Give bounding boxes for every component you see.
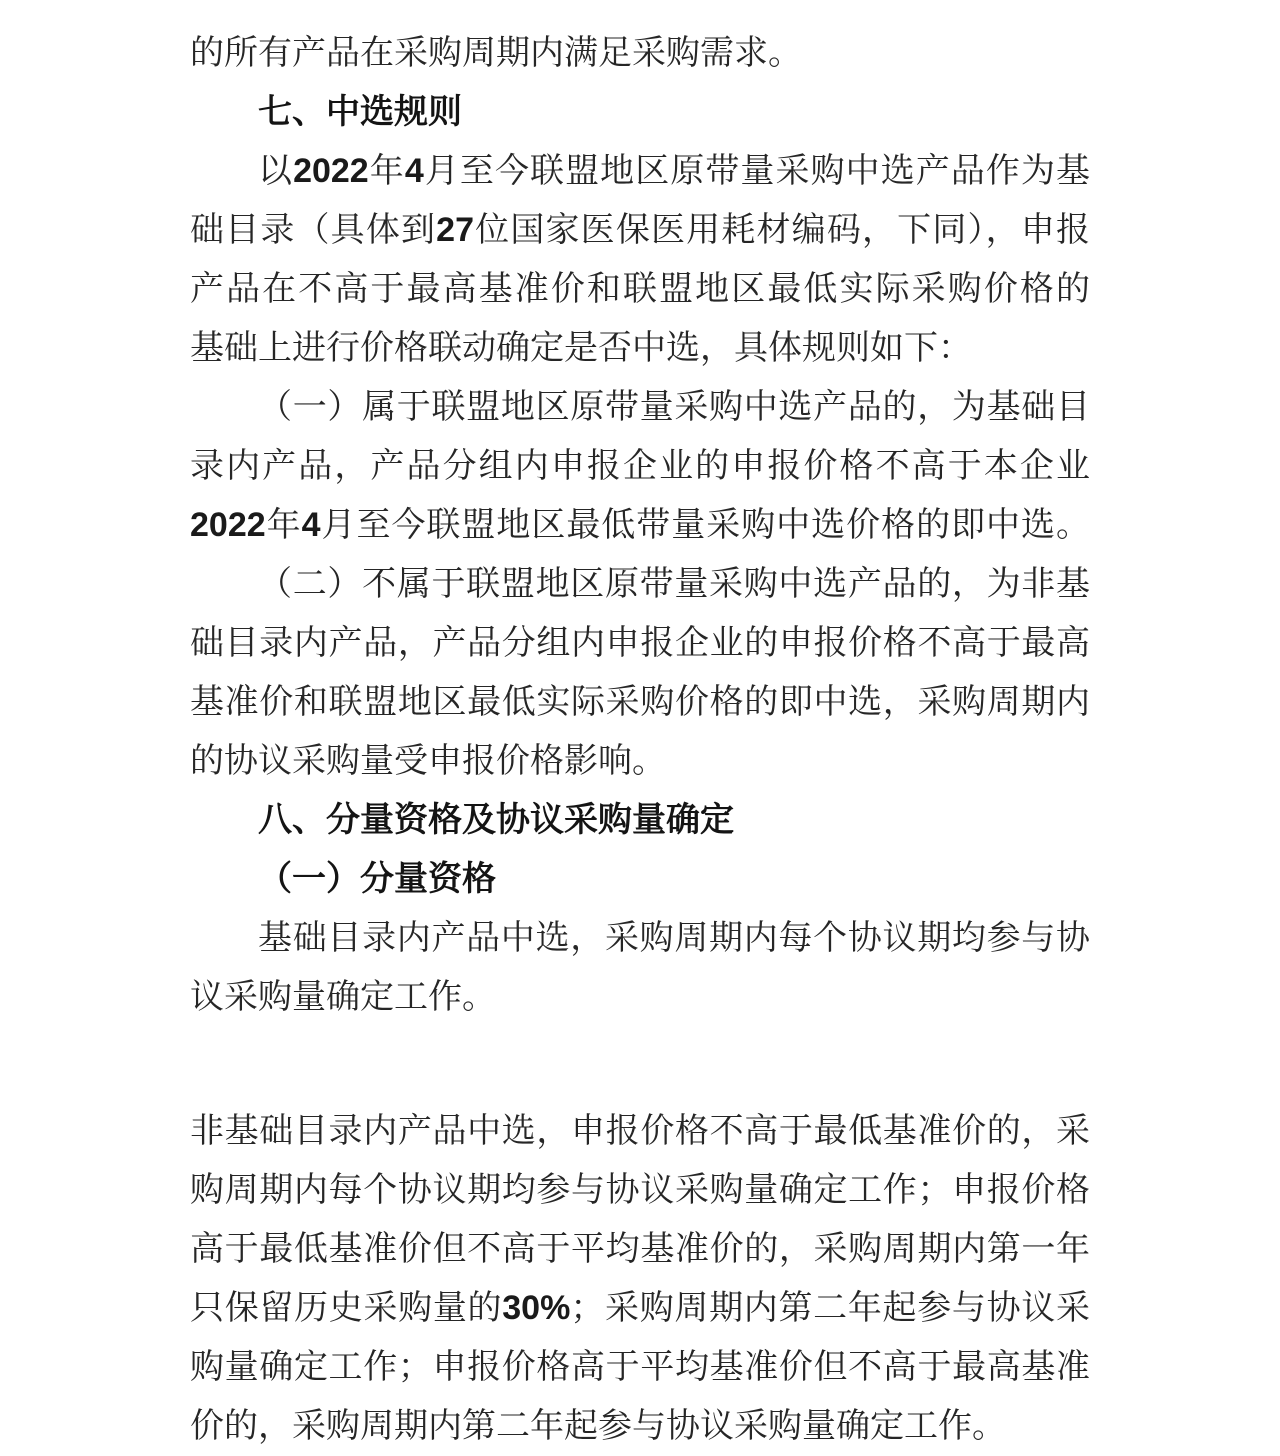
numeral: 27 <box>436 211 474 249</box>
numeral: 30% <box>502 1289 571 1327</box>
numeral: 4 <box>301 506 321 544</box>
body-text-line: 价的，采购周期内第二年起参与协议采购量确定工作。 <box>190 1408 1006 1445</box>
body-text-line: 购量确定工作；申报价格高于平均基准价但不高于最高基准 <box>190 1349 1090 1386</box>
body-text-line: 础目录（具体到27位国家医保医用耗材编码，下同），申报 <box>190 211 1090 249</box>
section-heading: 七、中选规则 <box>258 93 462 131</box>
body-text-line: 基础上进行价格联动确定是否中选，具体规则如下： <box>190 330 972 367</box>
numeral: 2022 <box>190 506 266 544</box>
numeral: 2022 <box>293 152 369 190</box>
body-text-line: （二）不属于联盟地区原带量采购中选产品的，为非基 <box>258 566 1090 603</box>
body-text-line: 础目录内产品，产品分组内申报企业的申报价格不高于最高 <box>190 625 1090 662</box>
body-text-line: 以2022年4月至今联盟地区原带量采购中选产品作为基 <box>258 152 1090 190</box>
body-text-line: 基准价和联盟地区最低实际采购价格的即中选，采购周期内 <box>190 684 1090 721</box>
body-text-line: 的所有产品在采购周期内满足采购需求。 <box>190 35 802 72</box>
body-text-line: 只保留历史采购量的30%；采购周期内第二年起参与协议采 <box>190 1289 1090 1327</box>
sub-heading: （一）分量资格 <box>258 861 496 898</box>
body-text-line: 2022年4月至今联盟地区最低带量采购中选价格的即中选。 <box>190 506 1090 544</box>
body-text-line: 录内产品，产品分组内申报企业的申报价格不高于本企业 <box>190 448 1090 485</box>
body-text-line: 产品在不高于最高基准价和联盟地区最低实际采购价格的 <box>190 271 1090 308</box>
body-text-line: 非基础目录内产品中选，申报价格不高于最低基准价的，采 <box>190 1113 1090 1150</box>
body-text-line: 议采购量确定工作。 <box>190 979 496 1016</box>
blank-line <box>190 1027 1090 1102</box>
body-text-line: 购周期内每个协议期均参与协议采购量确定工作；申报价格 <box>190 1172 1090 1209</box>
numeral: 4 <box>404 152 424 190</box>
body-text-line: （一）属于联盟地区原带量采购中选产品的，为基础目 <box>258 389 1090 426</box>
section-heading: 八、分量资格及协议采购量确定 <box>258 801 734 839</box>
body-text-line: 的协议采购量受申报价格影响。 <box>190 743 666 780</box>
body-text-line: 基础目录内产品中选，采购周期内每个协议期均参与协 <box>258 920 1090 957</box>
body-text-line: 高于最低基准价但不高于平均基准价的，采购周期内第一年 <box>190 1231 1090 1268</box>
